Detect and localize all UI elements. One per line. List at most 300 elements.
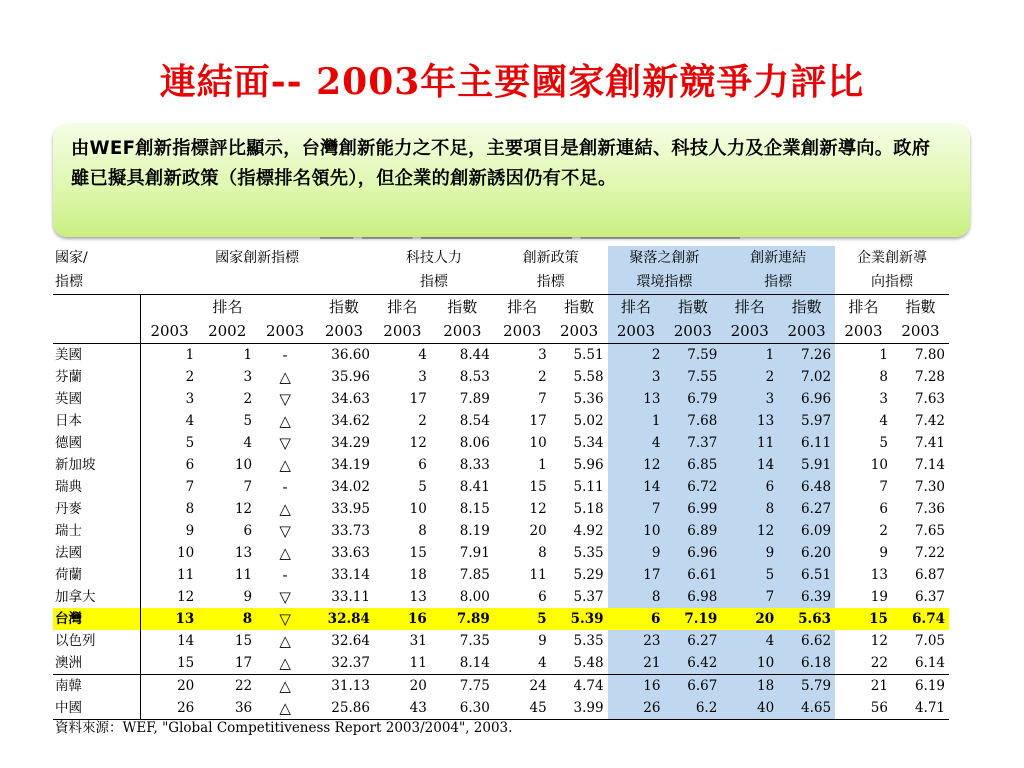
cell-pr: 1 [538,457,547,473]
cell-r03: 26 [140,697,198,720]
hdr-rank: 排名 [494,295,551,320]
hdr-year: 2003 [140,319,198,344]
cell-si: 8.14 [459,655,490,671]
cell-si: 7.91 [459,545,490,561]
table-row [53,652,949,675]
cell-li: 6.18 [778,652,835,675]
cell-lr: 12 [721,520,778,542]
cell-r03: 13 [140,608,198,630]
cell-pr: 45 [494,697,551,720]
cell-ei: 7.22 [914,545,945,561]
cell-idx: 32.64 [331,633,370,649]
cell-pr: 11 [529,567,547,583]
cell-ci: 6.42 [664,652,721,675]
cell-er: 12 [870,633,888,649]
cell-er: 1 [879,347,888,363]
cell-ci: 6.85 [664,454,721,476]
cell-lr: 20 [721,608,778,630]
table-row [53,498,949,520]
header-row-1 [53,246,949,270]
cell-ci: 6.61 [664,564,721,586]
cell-lr: 18 [721,675,778,698]
hdr-index: 指數 [778,295,835,320]
hdr-rank: 排名 [140,295,314,320]
cell-r02: 6 [243,523,253,539]
cell-li: 5.91 [778,454,835,476]
cell-r02: 12 [234,501,253,517]
cell-r02: 13 [234,545,253,561]
cell-idx: 33.14 [331,567,370,583]
country-name: 以色列 [55,633,96,649]
hdr-year: 2003 [835,319,892,344]
cell-ci: 7.19 [664,608,721,630]
cell-ci: 6.89 [664,520,721,542]
group-policy-2: 指標 [536,274,565,290]
cell-cr: 23 [608,630,665,652]
cell-lr: 5 [721,564,778,586]
cell-sr: 20 [374,675,431,698]
cell-pr: 5 [494,608,551,630]
cell-trend: ▽ [279,588,291,606]
cell-cr: 17 [608,564,665,586]
cell-idx: 34.63 [331,391,370,407]
cell-r03: 3 [140,388,198,410]
cell-trend: - [282,346,288,364]
cell-r03: 15 [140,652,198,675]
cell-cr: 26 [608,697,665,720]
group-national-index: 國家創新指標 [215,250,300,266]
cell-r02: 9 [243,589,253,605]
cell-pr: 20 [529,523,547,539]
cell-cr: 16 [608,675,665,698]
hdr-rank: 排名 [608,295,665,320]
source-note: 資料來源：WEF, "Global Competitiveness Report 2003/2004", 2003. [55,720,513,736]
cell-pr: 15 [529,479,547,495]
cell-er: 4 [879,413,888,429]
slide-title: 連結面-- 2003年主要國家創新競爭力評比 [159,61,865,103]
cell-li: 7.26 [778,344,835,367]
cell-lr: 9 [721,542,778,564]
cell-si: 8.44 [459,347,490,363]
country-name: 德國 [55,435,82,451]
cell-lr: 6 [721,476,778,498]
country-name: 丹麥 [55,501,82,517]
cell-er: 19 [870,589,888,605]
cell-r03: 1 [140,344,198,367]
innovation-table [53,246,949,720]
country-name: 南韓 [53,675,140,698]
cell-cr: 10 [608,520,665,542]
cell-li: 6.62 [778,630,835,652]
cell-ci: 6.72 [664,476,721,498]
cell-pi: 5.11 [573,479,604,495]
cell-r03: 14 [140,630,198,652]
cell-trend: △ [256,675,314,698]
cell-idx: 33.73 [331,523,370,539]
cell-si: 8.06 [459,435,490,451]
cell-er: 5 [879,435,888,451]
cell-cr: 21 [608,652,665,675]
cell-idx: 36.60 [331,347,370,363]
cell-er: 6 [879,501,888,517]
cell-si: 7.35 [459,633,490,649]
cell-pi: 5.39 [551,608,608,630]
cell-er: 8 [879,369,888,385]
cell-ei: 7.30 [914,479,945,495]
cell-li: 5.97 [778,410,835,432]
cell-idx: 25.86 [314,697,374,720]
cell-er: 9 [879,545,888,561]
cell-ci: 6.2 [664,697,721,720]
hdr-year: 2003 [608,319,665,344]
cell-sr: 6 [418,457,427,473]
header-row-3 [53,295,949,320]
hdr-rank: 排名 [835,295,892,320]
cell-sr: 5 [418,479,427,495]
cell-sr: 15 [409,545,427,561]
cell-r03: 12 [140,586,198,608]
hdr-year: 2003 [721,319,778,344]
cell-r03: 7 [140,476,198,498]
cell-li: 6.09 [778,520,835,542]
group-linkage-1: 創新連結 [721,246,835,270]
group-enterprise-1: 企業創新導 [857,250,928,266]
cell-ei: 7.42 [914,413,945,429]
table-row [53,366,949,388]
cell-lr: 11 [721,432,778,454]
cell-r03: 11 [140,564,198,586]
cell-ei: 7.80 [914,347,945,363]
cell-si: 8.15 [459,501,490,517]
cell-trend: △ [279,500,291,518]
cell-idx: 32.84 [314,608,374,630]
cell-r03: 6 [140,454,198,476]
table-row [53,586,949,608]
country-name: 加拿大 [55,589,96,605]
cell-r03: 4 [140,410,198,432]
cell-er: 22 [870,655,888,671]
cell-trend: △ [279,632,291,650]
cell-sr: 43 [374,697,431,720]
cell-sr: 31 [409,633,427,649]
cell-ci: 7.59 [664,344,721,367]
cell-idx: 34.62 [331,413,370,429]
cell-ci: 7.37 [664,432,721,454]
cell-r02: 5 [243,413,253,429]
cell-pi: 4.92 [573,523,604,539]
hdr-year: 2003 [314,319,374,344]
group-cluster-1: 聚落之創新 [608,246,722,270]
cell-trend: △ [279,368,291,386]
country-name: 瑞士 [55,523,82,539]
hdr-index: 指數 [664,295,721,320]
cell-trend: △ [279,544,291,562]
cell-trend: - [282,478,288,496]
cell-pr: 24 [494,675,551,698]
hdr-index: 指數 [551,295,608,320]
cell-r02: 8 [198,608,256,630]
cell-lr: 4 [721,630,778,652]
cell-idx: 34.02 [331,479,370,495]
group-linkage-2: 指標 [721,270,835,295]
cell-ci: 6.99 [664,498,721,520]
cell-er: 21 [835,675,892,698]
cell-pr: 12 [529,501,547,517]
cell-pr: 8 [538,545,547,561]
cell-pi: 5.36 [573,391,604,407]
cell-er: 15 [835,608,892,630]
cell-idx: 33.63 [331,545,370,561]
header-row-4 [53,319,949,344]
cell-sr: 10 [409,501,427,517]
cell-ei: 7.14 [914,457,945,473]
cell-er: 56 [835,697,892,720]
cell-ei: 7.28 [914,369,945,385]
cell-r02: 17 [234,655,253,671]
cell-cr: 2 [608,344,665,367]
cell-li: 6.27 [778,498,835,520]
group-enterprise-2: 向指標 [871,274,914,290]
hdr-index: 指數 [314,295,374,320]
cell-ei: 7.41 [914,435,945,451]
cell-er: 10 [870,457,888,473]
hdr-year: 2003 [664,319,721,344]
cell-lr: 8 [721,498,778,520]
group-cluster-2: 環境指標 [608,270,722,295]
cell-idx: 34.19 [331,457,370,473]
cell-r02: 3 [243,369,253,385]
cell-cr: 3 [608,366,665,388]
cell-idx: 33.95 [331,501,370,517]
country-name: 日本 [55,413,82,429]
cell-si: 8.33 [459,457,490,473]
cell-trend: ▽ [279,434,291,452]
cell-pi: 5.96 [573,457,604,473]
table-row [53,410,949,432]
cell-sr: 12 [409,435,427,451]
country-name: 荷蘭 [55,567,82,583]
country-name: 中國 [53,697,140,720]
hdr-year: 2003 [778,319,835,344]
cell-trend: △ [256,697,314,720]
callout-box: 由WEF創新指標評比顯示，台灣創新能力之不足，主要項目是創新連結、科技人力及企業創新導向。政府雖已擬具創新政策（指標排名領先），但企業的創新誘因仍有不足。 [53,124,970,237]
cell-trend: ▽ [279,390,291,408]
group-policy-1: 創新政策 [522,250,579,266]
country-name: 美國 [55,347,82,363]
table-row [53,344,949,367]
cell-pi: 5.35 [573,545,604,561]
cell-cr: 6 [608,608,665,630]
cell-li: 6.39 [778,586,835,608]
cell-li: 5.79 [778,675,835,698]
cell-pi: 5.48 [573,655,604,671]
cell-ci: 6.96 [664,542,721,564]
cell-pr: 9 [538,633,547,649]
country-name: 台灣 [53,608,140,630]
cell-si: 8.53 [459,369,490,385]
cell-trend: △ [279,412,291,430]
cell-si: 8.00 [459,589,490,605]
table-row [53,608,949,630]
cell-ei: 4.71 [892,697,949,720]
cell-pr: 10 [529,435,547,451]
cell-si: 7.85 [459,567,490,583]
cell-ci: 7.55 [664,366,721,388]
cell-trend: △ [279,654,291,672]
cell-ci: 6.27 [664,630,721,652]
country-name: 瑞典 [55,479,82,495]
cell-sr: 4 [418,347,427,363]
table-row [53,542,949,564]
table-row [53,675,949,698]
cell-trend: ▽ [256,608,314,630]
cell-pr: 2 [538,369,547,385]
cell-ei: 6.14 [914,655,945,671]
cell-li: 6.11 [778,432,835,454]
group-tech-talent-1: 科技人力 [405,250,462,266]
cell-si: 6.30 [431,697,494,720]
cell-lr: 3 [721,388,778,410]
cell-r03: 9 [140,520,198,542]
cell-trend: △ [279,456,291,474]
hdr-index: 指數 [431,295,494,320]
cell-si: 7.75 [431,675,494,698]
cell-ci: 6.67 [664,675,721,698]
cell-pi: 5.37 [573,589,604,605]
cell-cr: 14 [608,476,665,498]
cell-ci: 7.68 [664,410,721,432]
cell-r03: 8 [140,498,198,520]
cell-sr: 18 [409,567,427,583]
cell-ei: 6.19 [892,675,949,698]
cell-r03: 2 [140,366,198,388]
table-row [53,520,949,542]
hdr-year: 2003 [256,319,314,344]
group-tech-talent-2: 指標 [419,274,448,290]
cell-r02: 22 [198,675,256,698]
cell-idx: 31.13 [314,675,374,698]
hdr-rank: 排名 [721,295,778,320]
cell-sr: 17 [409,391,427,407]
cell-pi: 5.18 [573,501,604,517]
cell-si: 7.89 [431,608,494,630]
cell-r02: 15 [234,633,253,649]
cell-lr: 2 [721,366,778,388]
cell-r03: 5 [140,432,198,454]
cell-pi: 5.35 [573,633,604,649]
cell-cr: 7 [608,498,665,520]
cell-li: 4.65 [778,697,835,720]
cell-cr: 8 [608,586,665,608]
cell-pr: 17 [529,413,547,429]
cell-pr: 6 [538,589,547,605]
cell-ei: 7.63 [914,391,945,407]
cell-pi: 5.29 [573,567,604,583]
cell-ei: 6.87 [914,567,945,583]
cell-lr: 14 [721,454,778,476]
cell-sr: 11 [409,655,427,671]
country-name: 芬蘭 [55,369,82,385]
cell-pi: 3.99 [551,697,608,720]
cell-er: 2 [879,523,888,539]
cell-pi: 5.51 [573,347,604,363]
col-country-header-1: 國家/ [55,250,88,266]
cell-cr: 12 [608,454,665,476]
cell-li: 7.02 [778,366,835,388]
country-name: 新加坡 [55,457,96,473]
cell-lr: 7 [721,586,778,608]
cell-cr: 9 [608,542,665,564]
cell-idx: 32.37 [331,655,370,671]
cell-pi: 4.74 [551,675,608,698]
cell-r02: 4 [243,435,253,451]
cell-lr: 40 [721,697,778,720]
cell-pi: 5.34 [573,435,604,451]
table-row [53,630,949,652]
table-row [53,454,949,476]
cell-li: 6.48 [778,476,835,498]
cell-si: 8.19 [459,523,490,539]
hdr-year: 2003 [374,319,431,344]
hdr-year: 2002 [198,319,256,344]
table-row [53,432,949,454]
table-body [53,344,949,720]
country-name: 澳洲 [55,655,82,671]
cell-cr: 4 [608,432,665,454]
hdr-year: 2003 [494,319,551,344]
cell-li: 6.51 [778,564,835,586]
cell-li: 5.63 [778,608,835,630]
cell-ei: 7.36 [914,501,945,517]
cell-r02: 10 [234,457,253,473]
cell-ci: 6.79 [664,388,721,410]
cell-sr: 3 [418,369,427,385]
cell-r02: 2 [243,391,253,407]
cell-sr: 2 [418,413,427,429]
hdr-year: 2003 [551,319,608,344]
cell-idx: 33.11 [331,589,370,605]
cell-si: 7.89 [459,391,490,407]
cell-sr: 8 [418,523,427,539]
cell-pr: 4 [538,655,547,671]
cell-pi: 5.58 [573,369,604,385]
hdr-year: 2003 [431,319,494,344]
table-row [53,388,949,410]
cell-cr: 1 [608,410,665,432]
cell-lr: 1 [721,344,778,367]
cell-r02: 11 [234,567,253,583]
cell-si: 8.41 [459,479,490,495]
cell-pi: 5.02 [573,413,604,429]
cell-trend: - [282,566,288,584]
cell-er: 13 [870,567,888,583]
cell-pr: 7 [538,391,547,407]
cell-ci: 6.98 [664,586,721,608]
cell-r02: 36 [198,697,256,720]
cell-r02: 1 [243,347,253,363]
header-row-2 [53,270,949,295]
cell-er: 7 [879,479,888,495]
cell-r02: 7 [243,479,253,495]
hdr-year: 2003 [892,319,949,344]
cell-sr: 13 [409,589,427,605]
cell-ei: 7.65 [914,523,945,539]
hdr-rank: 排名 [374,295,431,320]
cell-trend: ▽ [279,522,291,540]
cell-si: 8.54 [459,413,490,429]
country-name: 英國 [55,391,82,407]
country-name: 法國 [55,545,82,561]
